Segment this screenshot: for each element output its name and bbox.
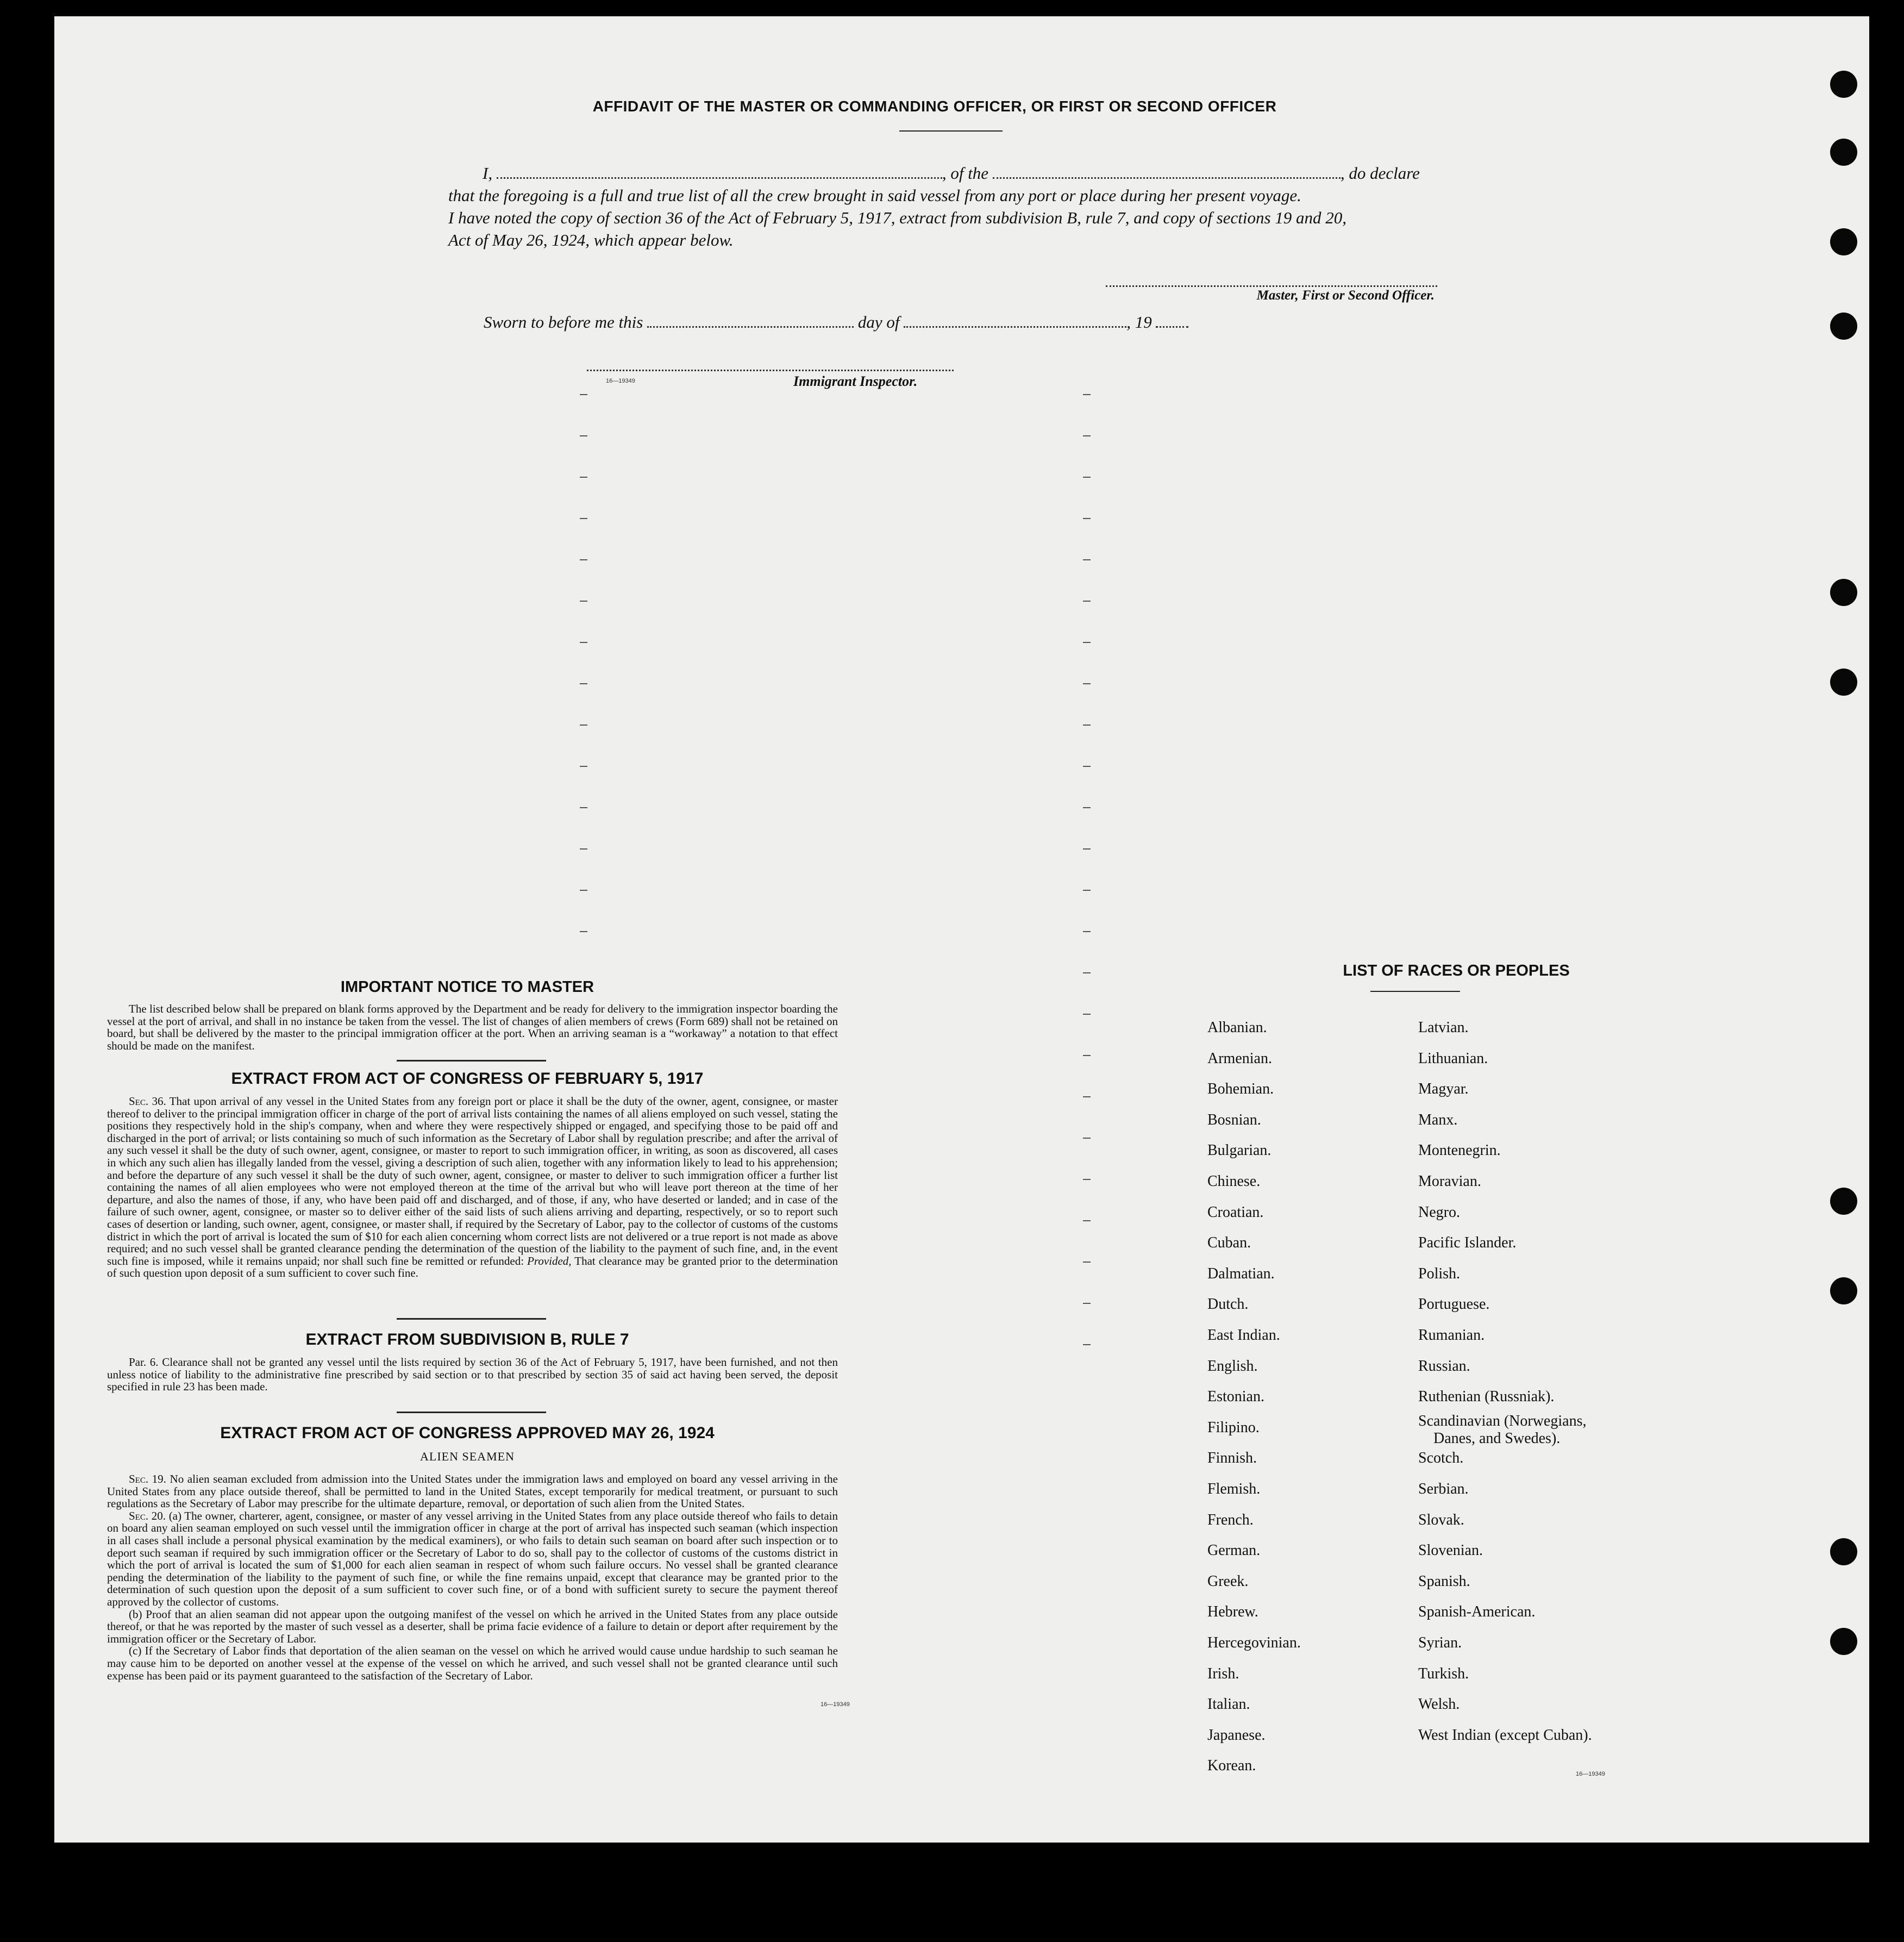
margin-dash [1083,559,1091,560]
race-item-left: Italian. [1207,1696,1250,1713]
margin-dash [1083,435,1091,436]
affidavit-body [448,162,1513,251]
races-title: LIST OF RACES OR PEOPLES [1343,962,1570,979]
affidavit-i: I, [483,164,493,183]
binder-hole [1830,1628,1857,1655]
title-underline [899,130,1003,132]
rule7-title: EXTRACT FROM SUBDIVISION B, RULE 7 [305,1331,629,1348]
margin-dash [580,807,587,808]
margin-dash [580,477,587,478]
race-item-left: East Indian. [1207,1327,1280,1344]
margin-dash [1083,766,1091,767]
section-36-text-end: That clearance may be granted prior to the determination of such question upon deposit of a sum sufficient to cover such fine. [107,1254,838,1280]
race-item-left: Bosnian. [1207,1111,1261,1128]
notice-paragraph: The list described below shall be prepared on blank forms approved by the Department and be ready for delivery to the immigration inspector boarding the vessel at the port of arrival, and shall in no instance be taken from the vessel. The list of changes of alien members of crews (Form 689) shall not be retained on board, but shall be delivered by the master to the principal immigration officer at the port. When an arriving seaman is a “workaway” a notation to that effect should be made on the manifest. [107,1002,838,1052]
binder-hole [1830,669,1857,696]
vessel-name-blank[interactable] [993,177,1341,179]
margin-dash [580,394,587,395]
race-item-left: Cuban. [1207,1234,1251,1252]
name-blank[interactable] [497,177,942,179]
notice-text [107,1003,838,1052]
affidavit-title: AFFIDAVIT OF THE MASTER OR COMMANDING OFFICER, OR FIRST OR SECOND OFFICER [592,98,1277,115]
race-item-right: Manx. [1418,1111,1458,1128]
sworn-day-blank[interactable] [647,326,854,328]
section-36-text: That upon arrival of any vessel in the United States from any foreign port or place it shall be the duty of the owner, agent, consignee, or master thereof to deliver to the principal immigration officer in charge of the port of arrival lists containing the names of all aliens employed on such vessel, stating the positions they respectively hold in the ship's company, when and where they were respectively shipped or engaged, and specifying those to be paid off and discharged in the port of arrival; or lists containing so much of such information as the Secretary of Labor shall by regulation prescribe; and after the arrival of any such vessel it shall be the duty of such owner, agent, consignee, or master to report to such immigration officer, in writing, as soon as discovered, all cases in which any such alien has illegally landed from the vessel, giving a description of such alien, together with any information likely to lead to his apprehension; and before the departure of any such vessel it shall be the duty of such owner, agent, consignee, or master to deliver to such immigration officer a further list containing the names of all alien employees who were not employed thereon at the time of the arrival but who will leave port thereon at the time of her departure, and also the names of those, if any, who have been paid off and discharged, and of those, if any, who have deserted or landed; and in case of the failure of such owner, agent, consignee, or master so to deliver either of the said lists of such aliens arriving and departing, respectively, or so to report such cases of desertion or landing, such owner, agent, consignee, or master shall, if required by the Secretary of Labor, pay to the collector of customs of the customs district in which the port of arrival is located the sum of $10 for each alien concerning whom correct lists are not delivered or a true report is not made as above required; and no such vessel shall be granted clearance pending the determination of the question of the liability to the payment of such fine, and, in the event such fine is imposed, while it remains unpaid; nor shall such fine be remitted or refunded: [107,1095,838,1267]
margin-dash [580,518,587,519]
race-item-left: Dalmatian. [1207,1265,1275,1282]
sworn-year: , 19 [1126,313,1152,332]
races-title-underline [1370,991,1460,992]
margin-dash [1083,1262,1091,1263]
race-item-left: English. [1207,1357,1258,1375]
margin-dash [1083,601,1091,602]
race-item-left: Korean. [1207,1757,1256,1775]
binder-hole [1830,313,1857,340]
race-item-right: Montenegrin. [1418,1142,1501,1159]
inspector-label: Immigrant Inspector. [793,373,918,389]
section-20b-paragraph: (b) Proof that an alien seaman did not appear upon the outgoing manifest of the vessel on which he arrived in the United States from any place outside thereof, or that he was reported by the master of such vessel as a deserter, shall be prima facie evidence of a failure to detain or deport after requirement by the immigration officer or the Secretary of Labor. [107,1607,838,1645]
race-item-left: Bohemian. [1207,1081,1274,1098]
extract-1924-title: EXTRACT FROM ACT OF CONGRESS APPROVED MAY 26, 1924 [220,1424,715,1442]
race-item-right: Pacific Islander. [1418,1234,1517,1252]
margin-dash [1083,477,1091,478]
race-item-left: Dutch. [1207,1296,1249,1313]
race-item-right: Danes, and Swedes). [1433,1429,1561,1447]
race-item-right: Ruthenian (Russniak). [1418,1388,1555,1406]
race-item-right: Polish. [1418,1265,1461,1282]
affidavit-form-number: 16—19349 [606,378,635,384]
sworn-line [484,313,1188,332]
binder-hole [1830,71,1857,98]
notice-title: IMPORTANT NOTICE TO MASTER [340,978,594,996]
margin-dash [1083,1138,1091,1139]
extract-1917-title: EXTRACT FROM ACT OF CONGRESS OF FEBRUARY 5, 1917 [231,1070,704,1088]
margin-dash [1083,931,1091,932]
margin-dash [580,435,587,436]
race-item-right: Serbian. [1418,1481,1469,1497]
extract-1924-text [107,1473,838,1682]
race-item-right: Portuguese. [1418,1296,1490,1313]
notice-divider [397,1060,546,1061]
affidavit-line-4: Act of May 26, 1924, which appear below. [448,230,734,249]
race-item-right: Russian. [1418,1357,1470,1375]
race-item-right: Welsh. [1418,1696,1460,1713]
margin-dash [1083,972,1091,973]
section-19-text: No alien seaman excluded from admission into the United States under the immigration laws and employed on board any vessel arriving in the United States from any place outside thereof, shall be permitted to land in the United States, except temporarily for medical treatment, or pursuant to such regulations as the Secretary of Labor may prescribe for the ultimate departure, removal, or deportation of such alien from the United States. [107,1472,838,1510]
margin-dash [1083,518,1091,519]
margin-dash [580,601,587,602]
race-item-left: Chinese. [1207,1173,1261,1190]
margin-dash [580,725,587,726]
provided-word: Provided, [527,1254,572,1267]
affidavit-do-declare: , do declare [1340,164,1420,183]
race-item-right: Latvian. [1418,1019,1469,1036]
margin-dash [1083,683,1091,684]
margin-dash [1083,1344,1091,1345]
race-item-right: Scandinavian (Norwegians, [1418,1412,1587,1429]
margin-dash [1083,1179,1091,1180]
race-item-left: Croatian. [1207,1203,1264,1221]
inspector-line[interactable] [587,370,954,371]
race-item-left: Greek. [1207,1572,1249,1590]
section-36-paragraph [107,1095,838,1279]
margin-dash [1083,725,1091,726]
rule7-text [107,1356,838,1393]
margin-dash [1083,642,1091,643]
affidavit-line-2: that the foregoing is a full and true list of all the crew brought in said vessel from any port or place during her present voyage. [448,186,1301,205]
signature-label: Master, First or Second Officer. [1256,288,1435,303]
race-item-right: Syrian. [1418,1634,1462,1651]
margin-dash [1083,848,1091,850]
document-page [54,16,1869,1843]
margin-dash [580,642,587,643]
section-19-label: Sec. 19. [129,1472,166,1485]
margin-dash [1083,890,1091,891]
sworn-month-blank[interactable] [904,326,1126,328]
extract-1924-form-number: 16—19349 [821,1701,850,1708]
margin-dash [1083,1014,1091,1015]
binder-hole [1830,1277,1857,1304]
race-item-left: Albanian. [1207,1019,1267,1036]
sworn-day-of: day of [857,313,900,332]
race-item-right: Negro. [1418,1203,1460,1221]
race-item-right: Rumanian. [1418,1327,1485,1344]
race-item-left: Flemish. [1207,1481,1261,1497]
extract-1917-text [107,1095,838,1279]
race-item-left: Irish. [1207,1665,1239,1682]
race-item-left: German. [1207,1542,1261,1559]
affidavit-line-3: I have noted the copy of section 36 of the Act of February 5, 1917, extract from subdivision B, rule 7, and copy of sections 19 and 20, [448,208,1347,227]
sworn-prefix: Sworn to before me this [484,313,643,332]
margin-dash [580,766,587,767]
rule7-paragraph: Par. 6. Clearance shall not be granted any vessel until the lists required by section 36 of the Act of February 5, 1917, have been furnished, and not then unless notice of liability to the administrative fine prescribed by said section or to that prescribed by section 35 of said act having been served, the deposit specified in rule 23 has been made. [107,1356,838,1394]
binder-hole [1830,139,1857,166]
race-item-right: Moravian. [1418,1173,1481,1190]
alien-seamen-subtitle: ALIEN SEAMEN [420,1450,515,1463]
race-item-right: Slovak. [1418,1511,1464,1528]
race-item-left: Estonian. [1207,1388,1264,1406]
margin-dash [1083,394,1091,395]
race-item-left: Hercegovinian. [1207,1634,1301,1651]
race-item-left: Finnish. [1207,1450,1257,1467]
races-form-number: 16—19349 [1576,1771,1605,1777]
race-item-right: Magyar. [1418,1081,1469,1098]
race-item-left: French. [1207,1511,1254,1528]
race-item-left: Hebrew. [1207,1603,1258,1621]
race-item-right: West Indian (except Cuban). [1418,1726,1592,1744]
signature-line[interactable] [1106,285,1437,287]
margin-dash [1083,1220,1091,1221]
race-item-left: Armenian. [1207,1050,1272,1067]
margin-dash [580,559,587,560]
margin-dash [580,848,587,850]
race-item-right: Lithuanian. [1418,1050,1488,1067]
section-20a-paragraph [107,1510,838,1608]
margin-dash [580,683,587,684]
margin-dash [580,931,587,932]
margin-dash [580,890,587,891]
section-36-label: Sec. 36. [129,1095,166,1108]
rule7-divider [397,1412,546,1413]
section-20-label: Sec. 20. [129,1509,166,1522]
sworn-year-blank[interactable] [1156,326,1188,328]
race-item-right: Scotch. [1418,1450,1464,1467]
binder-hole [1830,579,1857,606]
race-item-left: Bulgarian. [1207,1142,1272,1159]
margin-dash [1083,1096,1091,1097]
affidavit-line-1 [448,162,1513,184]
binder-hole [1830,1188,1857,1215]
affidavit-of-the: , of the [942,164,989,183]
binder-hole [1830,228,1857,255]
margin-dash [1083,1303,1091,1304]
margin-dash [1083,807,1091,808]
section-20c-paragraph: (c) If the Secretary of Labor finds that deportation of the alien seaman on the vessel on which he arrived would cause undue hardship to such seaman he may cause him to be deported on another vessel at the expense of the vessel on which he arrived, and such vessel shall not be granted clearance until such expense has been paid or its payment guaranteed to the satisfaction of the Secretary of Labor. [107,1644,838,1682]
race-item-right: Spanish-American. [1418,1603,1536,1621]
section-19-paragraph [107,1473,838,1510]
binder-hole [1830,1538,1857,1565]
race-item-right: Spanish. [1418,1572,1470,1590]
margin-dash [1083,1055,1091,1056]
race-item-right: Slovenian. [1418,1542,1483,1559]
race-item-left: Japanese. [1207,1726,1266,1744]
race-item-right: Turkish. [1418,1665,1469,1682]
race-item-left: Filipino. [1207,1419,1260,1436]
section-20a-text: (a) The owner, charterer, agent, consignee, or master of any vessel arriving in the United States from any place outside thereof who fails to detain on board any alien seaman employed on such vessel until the immigration officer in charge at the port of arrival has inspected such seaman (which inspection in all cases shall include a personal physical examination by the medical examiners), or who fails to detain such seaman on board after such inspection or to deport such seaman if required by such immigration officer or the Secretary of Labor to do so, shall pay to the collector of customs of the customs district in which the port of arrival is located the sum of $1,000 for each alien seaman in respect of whom such failure occurs. No vessel shall be granted clearance pending the determination of the liability to the payment of such fine, or while the fine remains unpaid, except that clearance may be granted prior to the determination of such question upon the deposit of a sum sufficient to cover such fine, or of a bond with sufficient surety to secure the payment thereof approved by the collector of customs. [107,1509,838,1608]
extract-1917-divider [397,1318,546,1320]
